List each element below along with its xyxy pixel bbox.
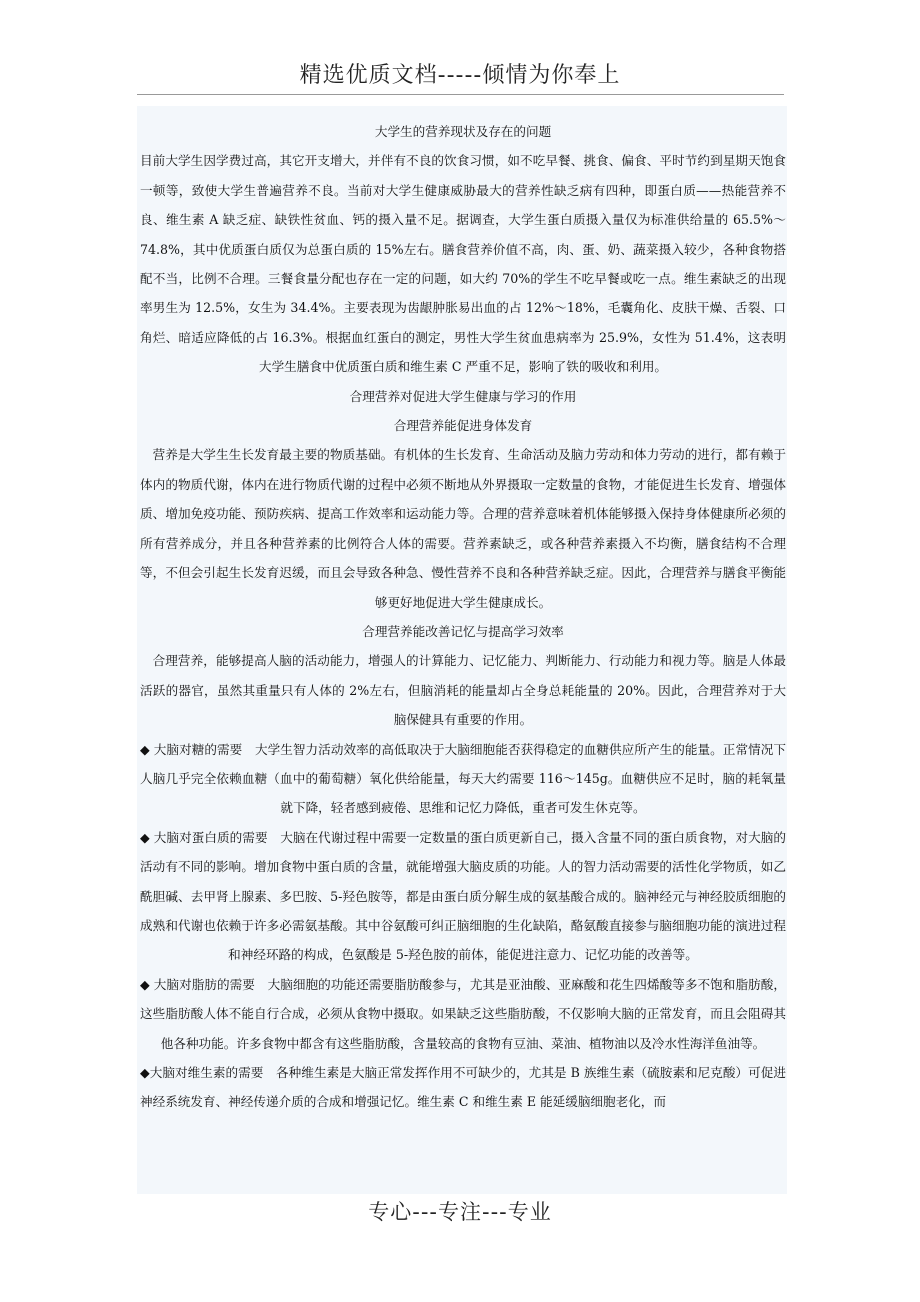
header-divider: [137, 94, 784, 95]
subsection-title-development: 合理营养能促进身体发育: [393, 418, 533, 434]
paragraph-sugar: ◆ 大脑对糖的需要 大学生智力活动效率的高低取决于大脑细胞能否获得稳定的血糖供应所产生的能量。正常情况下人脑几乎完全依赖血糖（血中的葡萄糖）氧化供给能量，每天大约需要 116～145g。血糖供应不足时，脑的耗氧量就下降，轻者感到疲倦、思维和记忆力降低，重者可发生休克等。: [140, 741, 786, 816]
document-body: [140, 117, 786, 1117]
subsection-title-memory: 合理营养能改善记忆与提高学习效率: [362, 623, 564, 639]
paragraph-fat: ◆ 大脑对脂肪的需要 大脑细胞的功能还需要脂肪酸参与，尤其是亚油酸、亚麻酸和花生四烯酸等多不饱和脂肪酸，这些脂肪酸人体不能自行合成，必须从食物中摄取。如果缺乏这些脂肪酸，不仅影响大脑的正常发育，而且会阻碍其他各种功能。许多食物中都含有这些脂肪酸，含量较高的食物有豆油、菜油、植物油以及冷水性海洋鱼油等。: [140, 976, 786, 1051]
paragraph-development: 营养是大学生生长发育最主要的物质基础。有机体的生长发育、生命活动及脑力劳动和体力劳动的进行，都有赖于体内的物质代谢，体内在进行物质代谢的过程中必须不断地从外界摄取一定数量的食物，才能促进生长发育、增强体质、增加免疫功能、预防疾病、提高工作效率和运动能力等。合理的营养意味着机体能够摄入保持身体健康所必须的所有营养成分，并且各种营养素的比例符合人体的需要。营养素缺乏，或各种营养素摄入不均衡，膳食结构不合理等，不但会引起生长发育迟缓，而且会导致各种急、慢性营养不良和各种营养缺乏症。因此，合理营养与膳食平衡能够更好地促进大学生健康成长。: [140, 447, 786, 610]
paragraph-vitamin: ◆大脑对维生素的需要 各种维生素是大脑正常发挥作用不可缺少的，尤其是 B 族维生素（硫胺素和尼克酸）可促进神经系统发育、神经传递介质的合成和增强记忆。维生素 C 和维生素 E 能延缓脑细胞老化，而: [140, 1065, 786, 1110]
section-title-status: 大学生的营养现状及存在的问题: [374, 124, 552, 139]
paragraph-memory: 合理营养，能够提高人脑的活动能力，增强人的计算能力、记忆能力、判断能力、行动能力和视力等。脑是人体最活跃的器官，虽然其重量只有人体的 2%左右，但脑消耗的能量却占全身总耗能量的 20%。因此，合理营养对于大脑保健具有重要的作用。: [140, 653, 786, 728]
paragraph-status: 目前大学生因学费过高，其它开支增大，并伴有不良的饮食习惯，如不吃早餐、挑食、偏食、平时节约到星期天饱食一顿等，致使大学生普遍营养不良。当前对大学生健康威胁最大的营养性缺乏病有四种，即蛋白质——热能营养不良、维生素 A 缺乏症、缺铁性贫血、钙的摄入量不足。据调查，大学生蛋白质摄入量仅为标准供给量的 65.5%～74.8%，其中优质蛋白质仅为总蛋白质的 15%左右。膳食营养价值不高，肉、蛋、奶、蔬菜摄入较少，各种食物搭配不当，比例不合理。三餐食量分配也存在一定的问题，如大约 70%的学生不吃早餐或吃一点。维生素缺乏的出现率男生为 12.5%，女生为 34.4%。主要表现为齿龈肿胀易出血的占 12%～18%，毛囊角化、皮肤干燥、舌裂、口角烂、暗适应降低的占 16.3%。根据血红蛋白的测定，男性大学生贫血患病率为 25.9%，女性为 51.4%，这表明大学生膳食中优质蛋白质和维生素 C 严重不足，影响了铁的吸收和利用。: [140, 153, 786, 375]
section-title-role: 合理营养对促进大学生健康与学习的作用: [349, 388, 577, 404]
paragraph-protein: ◆ 大脑对蛋白质的需要 大脑在代谢过程中需要一定数量的蛋白质更新自己，摄入含量不同的蛋白质食物，对大脑的活动有不同的影响。增加食物中蛋白质的含量，就能增强大脑皮质的功能。人的智力活动需要的活性化学物质，如乙酰胆碱、去甲肾上腺素、多巴胺、5-羟色胺等，都是由蛋白质分解生成的氨基酸合成的。脑神经元与神经胶质细胞的成熟和代谢也依赖于许多必需氨基酸。其中谷氨酸可纠正脑细胞的生化缺陷，酪氨酸直接参与脑细胞功能的演进过程和神经环路的构成，色氨酸是 5-羟色胺的前体，能促进注意力、记忆功能的改善等。: [140, 829, 786, 963]
page-header: 精选优质文档-----倾情为你奉上: [299, 63, 621, 88]
page-footer: 专心---专注---专业: [368, 1200, 552, 1224]
